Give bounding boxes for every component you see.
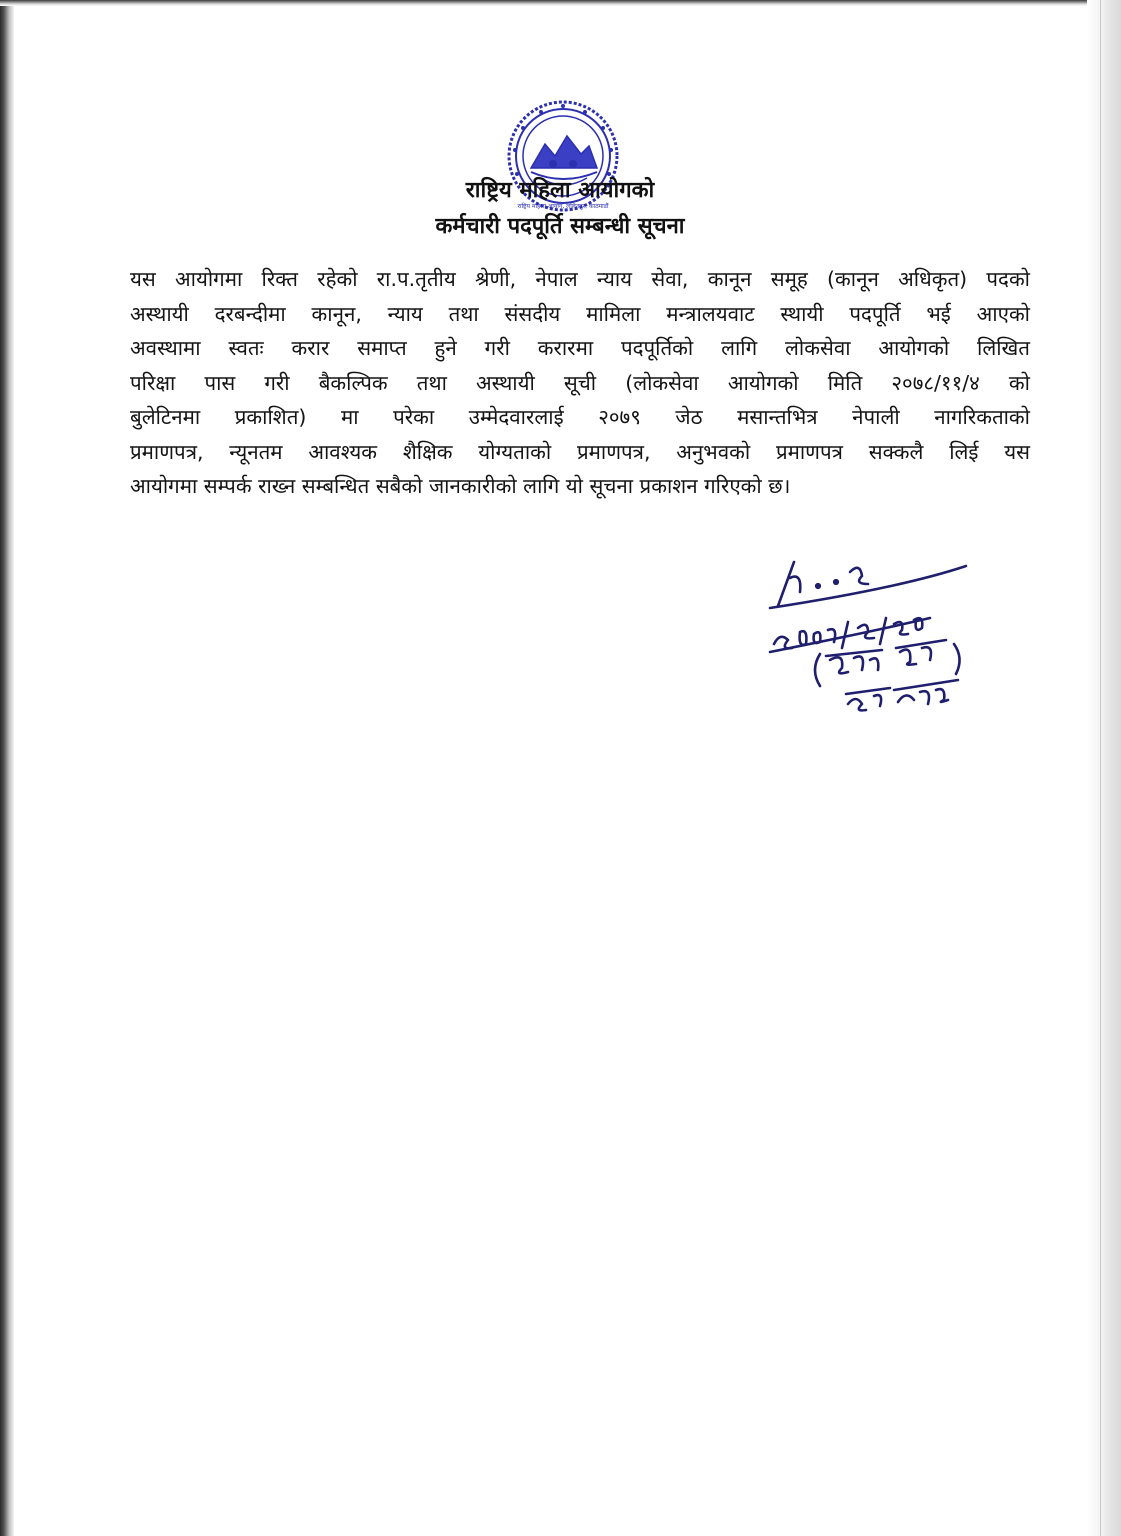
notice-body-line: बुलेटिनमा प्रकाशित) मा परेका उम्मेदवारलाई २०७९ जेठ मसान्तभित्र नेपाली नागरिकताको — [130, 405, 1030, 429]
notice-body-line: अवस्थामा स्वतः करार समाप्त हुने गरी करारमा पदपूर्तिको लागि लोकसेवा आयोगको लिखित — [130, 336, 1030, 360]
scan-edge-right — [1087, 0, 1121, 1536]
seal-caption: राष्ट्रिय महिला आयोग, ललितपुर, काठमाडौं — [517, 203, 609, 210]
notice-body-line: प्रमाणपत्र, न्यूनतम आवश्यक शैक्षिक योग्यताको प्रमाणपत्र, अनुभवको प्रमाणपत्र सक्कलै लिई यस — [130, 439, 1030, 464]
scan-edge-left — [0, 0, 14, 1536]
notice-body — [130, 262, 1030, 504]
notice-heading-organization: राष्ट्रिय महिला आयोगको — [465, 178, 655, 203]
notice-body-line: यस आयोगमा रिक्त रहेको रा.प.तृतीय श्रेणी, नेपाल न्याय सेवा, कानून समूह (कानून अधिकृत) पदको — [130, 267, 1030, 291]
notice-body-line: परिक्षा पास गरी बैकल्पिक तथा अस्थायी सूची (लोकसेवा आयोगको मिति २०७८/११/४ को — [130, 370, 1030, 395]
page-fold-line — [1100, 0, 1101, 1536]
signature-icon — [750, 548, 1020, 728]
scan-edge-top — [0, 0, 1121, 6]
handwritten-signature — [750, 548, 1020, 728]
notice-body-line: अस्थायी दरबन्दीमा कानून, न्याय तथा संसदीय मामिला मन्त्रालयवाट स्थायी पदपूर्ति भई आएको — [130, 301, 1030, 326]
notice-heading-title: कर्मचारी पदपूर्ति सम्बन्धी सूचना — [435, 214, 685, 239]
notice-body-line: आयोगमा सम्पर्क राख्न सम्बन्धित सबैको जानकारीको लागि यो सूचना प्रकाशन गरिएको छ। — [130, 474, 791, 498]
